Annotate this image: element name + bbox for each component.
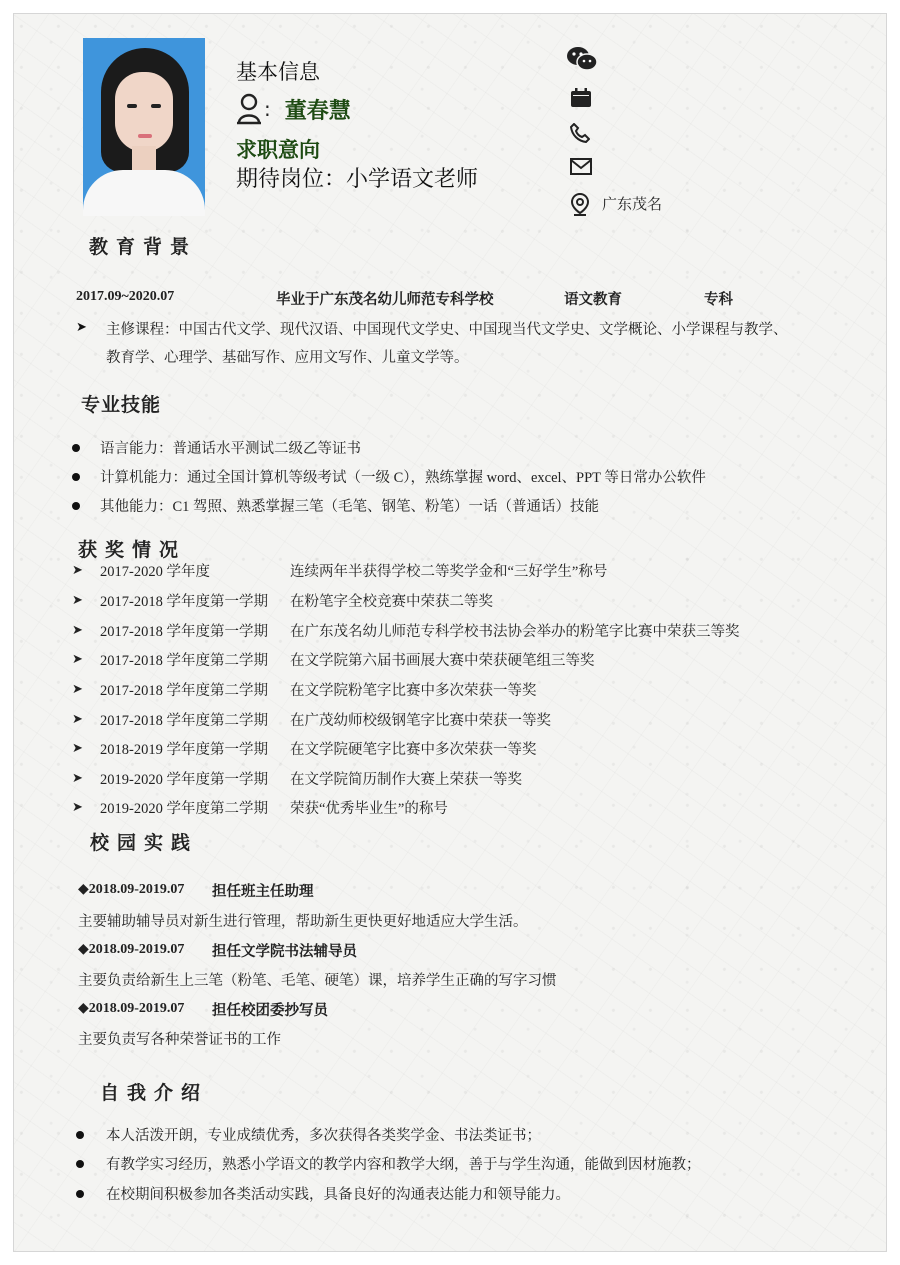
campus-role: 担任文学院书法辅导员	[212, 944, 357, 960]
arrow-bullet-icon: ➤	[72, 592, 83, 607]
wechat-icon	[566, 46, 598, 72]
award-row: ➤ 2017-2018 学年度第一学期 在广东茂名幼儿师范专科学校书法协会举办的粉笔字比赛中荣获三等奖	[72, 622, 740, 640]
campus-period: ◆2018.09-2019.07	[78, 1001, 185, 1016]
courses-line-2: 教育学、心理学、基础写作、应用文写作、儿童文学等。	[106, 350, 469, 366]
arrow-bullet-icon: ➤	[72, 651, 83, 666]
bullet-dot-icon	[72, 473, 80, 481]
arrow-bullet-icon: ➤	[72, 799, 83, 814]
award-row: ➤ 2017-2018 学年度第一学期 在粉笔字全校竞赛中荣获二等奖	[72, 592, 493, 610]
education-school: 毕业于广东茂名幼儿师范专科学校	[276, 292, 494, 308]
campus-desc: 主要负责写各种荣誉证书的工作	[78, 1032, 281, 1048]
awards-title: 获奖情况	[78, 539, 187, 561]
skill-item: 计算机能力：通过全国计算机等级考试（一级 C），熟练掌握 word、excel、PPT 等日常办公软件	[72, 466, 706, 487]
award-row: ➤ 2019-2020 学年度第二学期 荣获“优秀毕业生”的称号	[72, 799, 448, 817]
calendar-icon	[570, 88, 592, 108]
candidate-name: 董春慧	[284, 98, 351, 124]
bullet-dot-icon	[76, 1131, 84, 1139]
arrow-bullet-icon: ➤	[72, 681, 83, 696]
education-title: 教育背景	[89, 236, 198, 258]
courses-line-1: 主修课程：中国古代文学、现代汉语、中国现代文学史、中国现当代文学史、文学概论、小学课程与教学、	[106, 322, 788, 338]
skills-title: 专业技能	[81, 394, 162, 416]
intro-item: 本人活泼开朗，专业成绩优秀，多次获得各类奖学金、书法类证书；	[76, 1124, 541, 1145]
campus-desc: 主要辅助辅导员对新生进行管理，帮助新生更快更好地适应大学生活。	[78, 914, 528, 930]
intro-item: 在校期间积极参加各类活动实践，具备良好的沟通表达能力和领导能力。	[76, 1183, 570, 1204]
award-row: ➤ 2019-2020 学年度第一学期 在文学院简历制作大赛上荣获一等奖	[72, 770, 522, 788]
profile-photo	[83, 38, 205, 216]
name-colon: :	[264, 97, 271, 121]
bullet-dot-icon	[72, 502, 80, 510]
campus-role: 担任校团委抄写员	[212, 1003, 328, 1019]
education-major: 语文教育	[564, 292, 622, 308]
award-row: ➤ 2017-2020 学年度 连续两年半获得学校二等奖学金和“三好学生”称号	[72, 562, 608, 580]
award-row: ➤ 2017-2018 学年度第二学期 在文学院第六届书画展大赛中荣获硬笔组三等奖	[72, 651, 595, 669]
arrow-bullet-icon: ➤	[72, 770, 83, 785]
basic-info-heading: 基本信息	[236, 60, 320, 84]
name-row	[236, 92, 351, 126]
person-icon	[236, 93, 262, 125]
arrow-bullet-icon: ➤	[72, 622, 83, 637]
intro-item: 有教学实习经历，熟悉小学语文的教学内容和教学大纲，善于与学生沟通，能做到因材施教；	[76, 1153, 701, 1174]
campus-title: 校园实践	[90, 832, 199, 854]
bullet-dot-icon	[72, 444, 80, 452]
arrow-bullet-icon: ➤	[72, 562, 83, 577]
bullet-dot-icon	[76, 1190, 84, 1198]
skill-item: 语言能力：普通话水平测试二级乙等证书	[72, 437, 361, 458]
skill-item: 其他能力：C1 驾照、熟悉掌握三笔（毛笔、钢笔、粉笔）一话（普通话）技能	[72, 495, 599, 516]
campus-period: ◆2018.09-2019.07	[78, 942, 185, 957]
bullet-dot-icon	[76, 1160, 84, 1168]
arrow-bullet-icon: ➤	[72, 740, 83, 755]
location-text: 广东茂名	[602, 195, 663, 213]
award-row: ➤ 2018-2019 学年度第一学期 在文学院硬笔字比赛中多次荣获一等奖	[72, 740, 537, 758]
location-pin-icon	[571, 193, 589, 217]
desired-position: 期待岗位：小学语文老师	[236, 167, 479, 192]
campus-period: ◆2018.09-2019.07	[78, 882, 185, 897]
award-row: ➤ 2017-2018 学年度第二学期 在文学院粉笔字比赛中多次荣获一等奖	[72, 681, 537, 699]
objective-heading: 求职意向	[236, 138, 320, 162]
intro-title: 自我介绍	[100, 1082, 209, 1104]
arrow-bullet-icon: ➤	[72, 711, 83, 726]
arrow-bullet-icon: ➤	[76, 320, 87, 335]
award-row: ➤ 2017-2018 学年度第二学期 在广茂幼师校级钢笔字比赛中荣获一等奖	[72, 711, 551, 729]
phone-icon	[570, 123, 590, 143]
mail-icon	[570, 158, 592, 175]
education-period: 2017.09~2020.07	[76, 289, 175, 304]
campus-role: 担任班主任助理	[212, 884, 314, 900]
education-degree: 专科	[704, 292, 733, 308]
campus-desc: 主要负责给新生上三笔（粉笔、毛笔、硬笔）课，培养学生正确的写字习惯	[78, 973, 557, 989]
